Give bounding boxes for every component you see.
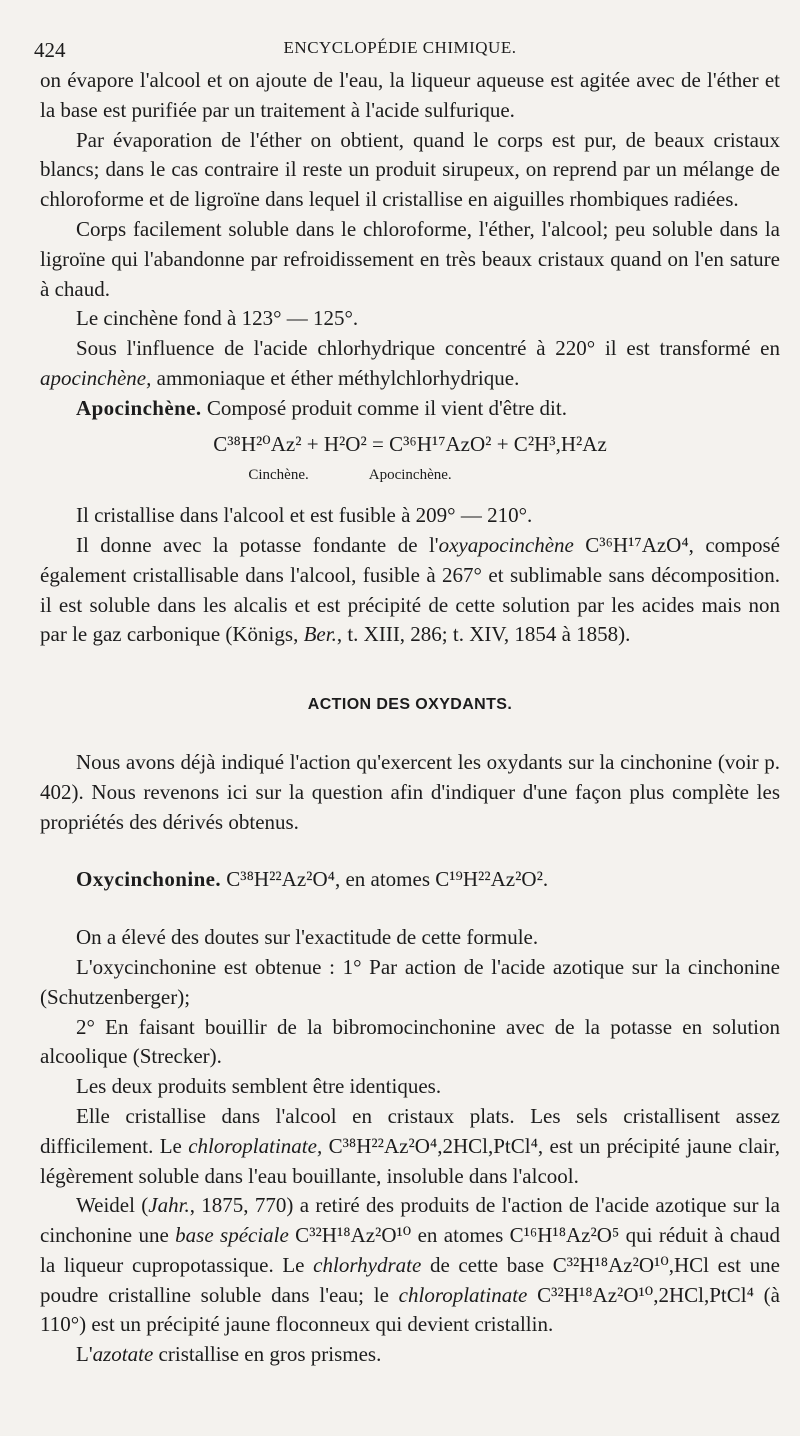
- equation-label: Cinchène.: [248, 467, 309, 484]
- paragraph: On a élevé des doutes sur l'exactitude de cette formule.: [76, 925, 539, 950]
- text: ammoniaque et éther méthylchlorhydrique.: [151, 365, 520, 390]
- paragraph: L'oxycinchonine est obtenue : 1° Par action de l'acide azotique sur la cinchonine (Schutzenberger);: [40, 954, 780, 1009]
- italic-term: base spéciale: [175, 1223, 289, 1248]
- page-body: [40, 66, 780, 1370]
- text: Il donne avec la potasse fondante de l': [76, 532, 439, 557]
- italic-term: apocinchène,: [40, 365, 152, 390]
- paragraph: Nous avons déjà indiqué l'action qu'exercent les oxydants sur la cinchonine (voir p. 402). Nous revenons ici sur la question afin d'indiquer d'une façon plus complète les propriétés des dérivés obtenus.: [40, 749, 780, 834]
- italic-term: Ber.: [303, 622, 337, 647]
- text: Weidel (: [76, 1193, 149, 1218]
- paragraph: [40, 1340, 780, 1370]
- paragraph: [40, 1102, 780, 1191]
- paragraph: Corps facilement soluble dans le chloroforme, l'éther, l'alcool; peu soluble dans la ligroïne qui l'abandonne par refroidissement en très beaux cristaux quand on l'en sature à chaud.: [40, 216, 780, 301]
- text: , 1875, 770) a retiré des produits de l'action de l'acide azotique sur la cinchonine une: [40, 1193, 780, 1248]
- paragraph: Il cristallise dans l'alcool et est fusible à 209° — 210°.: [76, 503, 533, 528]
- italic-term: Jahr.: [148, 1193, 190, 1218]
- text: C³²H¹⁸Az²O¹⁰ en atomes C¹⁶H¹⁸Az²O⁵ qui réduit à chaud la liqueur cupropotassique. Le: [40, 1223, 780, 1277]
- page-number: 424: [34, 38, 66, 62]
- paragraph: 2° En faisant bouillir de la bibromocinchonine avec de la potasse en solution alcoolique (Strecker).: [40, 1014, 780, 1069]
- text: de cette base C³²H¹⁸Az²O¹⁰,HCl est une poudre cristalline soluble dans l'eau; le: [40, 1252, 780, 1307]
- chemical-equation: [40, 430, 780, 460]
- paragraph: Les deux produits semblent être identiques.: [76, 1074, 442, 1099]
- text: Sous l'influence de l'acide chlorhydrique concentré à 220° il est transformé en: [76, 336, 780, 361]
- section-title: ACTION DES OXYDANTS.: [307, 696, 513, 714]
- text: cristallise en gros prismes.: [153, 1342, 382, 1367]
- text: L': [76, 1342, 93, 1367]
- italic-term: chlorhydrate: [313, 1252, 422, 1277]
- compound-heading: Oxycinchonine.: [76, 867, 222, 892]
- paragraph: Le cinchène fond à 123° — 125°.: [76, 306, 359, 331]
- running-title: ENCYCLOPÉDIE CHIMIQUE.: [283, 38, 517, 57]
- equation-labels: [40, 461, 780, 491]
- paragraph: on évapore l'alcool et on ajoute de l'eau, la liqueur aqueuse est agitée avec de l'éther et la base est purifiée par un traitement à l'acide sulfurique.: [40, 68, 780, 122]
- paragraph: [40, 394, 780, 424]
- text: C³⁸H²²Az²O⁴,2HCl,PtCl⁴, est un précipité jaune clair, légèrement soluble dans l'eau bouillante, insoluble dans l'alcool.: [40, 1133, 781, 1188]
- text: C³⁶H¹⁷AzO⁴, composé également cristallisable dans l'alcool, fusible à 267° et sublimable sans décomposition. il est soluble dans les alcalis et est précipité de cette solution par les acides mais non par le gaz carbonique (Königs,: [40, 532, 781, 647]
- compound-heading: Apocinchène.: [76, 395, 202, 420]
- paragraph: [40, 334, 780, 394]
- paragraph: [40, 1191, 780, 1340]
- text: Elle cristallise dans l'alcool en cristaux plats. Les sels cristallisent assez difficilement. Le: [40, 1103, 780, 1158]
- paragraph: [40, 531, 780, 650]
- text: Composé produit comme il vient d'être dit.: [201, 395, 567, 420]
- text: C³⁸H²²Az²O⁴, en atomes C¹⁹H²²Az²O².: [221, 867, 549, 892]
- equation-label: Apocinchène.: [368, 467, 452, 484]
- paragraph: [40, 865, 780, 895]
- text: , t. XIII, 286; t. XIV, 1854 à 1858).: [336, 622, 631, 647]
- text: C³²H¹⁸Az²O¹⁰,2HCl,PtCl⁴ (à 110°) est un précipité jaune floconneux qui devient cristallin.: [40, 1282, 780, 1337]
- spacer: [40, 837, 780, 865]
- italic-term: azotate: [92, 1342, 154, 1367]
- equation-text: C³⁸H²⁰Az² + H²O² = C³⁶H¹⁷AzO² + C²H³,H²Az: [213, 431, 607, 456]
- paragraph: Par évaporation de l'éther on obtient, quand le corps est pur, de beaux cristaux blancs; dans le cas contraire il reste un produit sirupeux, on reprend par un mélange de chloroforme et de ligroïne dans lequel il cristallise en aiguilles rhombiques radiées.: [40, 127, 780, 212]
- spacer: [40, 895, 780, 923]
- page-header: [30, 28, 770, 62]
- italic-term: chloroplatinate: [398, 1282, 528, 1307]
- italic-term: oxyapocinchène: [438, 532, 574, 557]
- italic-term: chloroplatinate,: [188, 1133, 323, 1158]
